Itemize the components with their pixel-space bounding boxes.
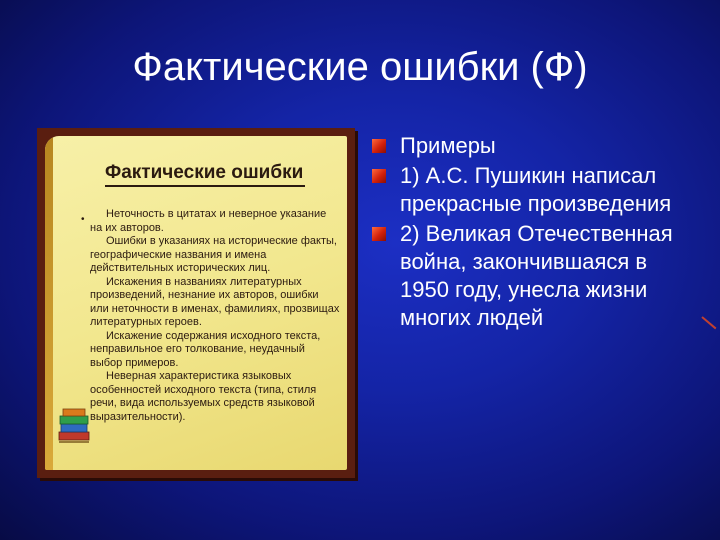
embedded-picture (37, 128, 355, 478)
picture-paragraph: Неверная характеристика языковых особенностей исходного текста (типа, стиля речи, вида используемых средств языковой выразительности). (90, 370, 317, 423)
bullet-text: Примеры (400, 133, 496, 158)
bullet-item (372, 132, 702, 160)
bullet-text: 1) А.С. Пушикин написал прекрасные произведения (400, 163, 672, 216)
picture-heading: Фактические ошибки (105, 162, 305, 187)
picture-panel (45, 136, 347, 470)
bullet-item (372, 162, 702, 218)
bullet-list (372, 132, 702, 334)
slide-title: Фактические ошибки (Ф) (132, 45, 588, 89)
picture-text (90, 208, 340, 424)
square-bullet-icon (372, 169, 386, 183)
picture-paragraph: Искажения в названиях литературных произведений, незнание их авторов, ошибки или неточности в именах, фамилиях, прозвищах литературных героев. (90, 275, 340, 328)
square-bullet-icon (372, 227, 386, 241)
square-bullet-icon (372, 139, 386, 153)
picture-paragraph: Неточность в цитатах и неверное указание на их авторов. (90, 208, 327, 234)
bullet-item (372, 220, 702, 332)
picture-paragraph: Ошибки в указаниях на исторические факты, географические названия и имена действительных исторических лиц. (90, 235, 337, 274)
decorative-line (701, 316, 716, 329)
books-icon (57, 404, 91, 444)
picture-bullet: • (81, 214, 85, 225)
bullet-text: 2) Великая Отечественная война, закончившаяся в 1950 году, унесла жизни многих людей (400, 221, 673, 330)
picture-paragraph: Искажение содержания исходного текста, неправильное его толкование, неудачный выбор примеров. (90, 329, 321, 369)
